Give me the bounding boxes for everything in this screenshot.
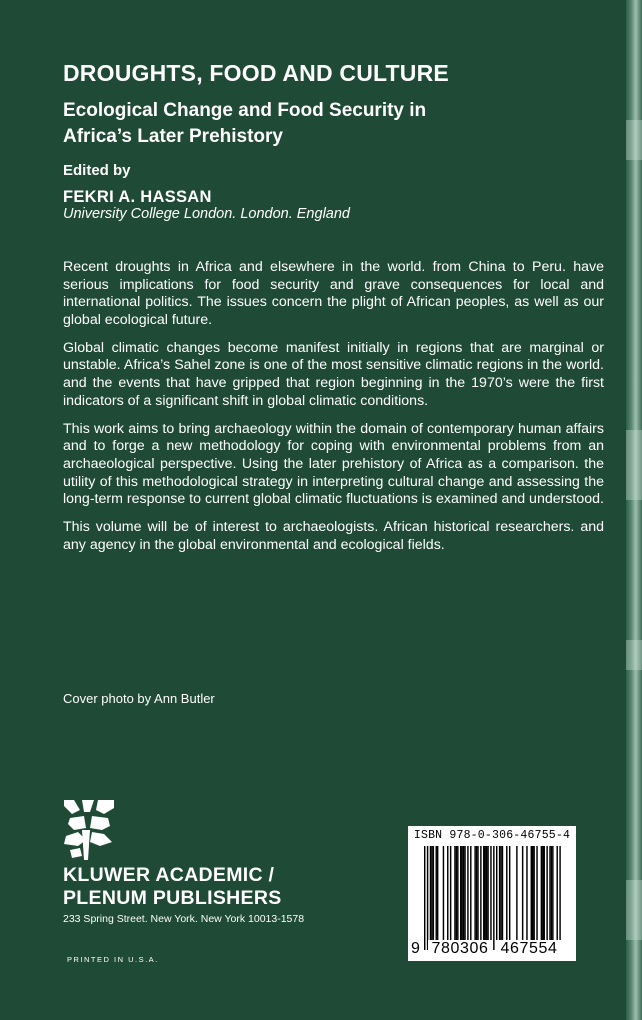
edited-by-label: Edited by [63, 162, 131, 179]
cover-photo-edge [626, 0, 642, 1020]
barcode-bar [542, 846, 543, 940]
publisher-address: 233 Spring Street. New York. New York 10013-1578 [63, 913, 305, 925]
description-paragraph: Global climatic changes become manifest initially in regions that are marginal or unstable. Africa’s Sahel zone is one of the most sensitive climatic regions in the world. and the events that have gripped that region beginning in the 1970’s were the first indicators of a significant shift in global climatic conditions. [63, 339, 604, 409]
publisher-name [63, 864, 282, 910]
description-paragraph: This volume will be of interest to archaeologists. African historical researchers. and any agency in the global environmental and ecological fields. [63, 519, 604, 553]
barcode-bar [460, 846, 461, 940]
barcode-bar [533, 846, 534, 940]
barcode-bar [470, 846, 471, 940]
barcode-bar [461, 846, 462, 940]
barcode-bar [549, 846, 550, 940]
barcode-bar [552, 846, 553, 940]
barcode-bar [463, 846, 464, 940]
ean-first-digit: 9 [411, 940, 420, 957]
printed-in-label: PRINTED IN U.S.A. [67, 955, 159, 964]
barcode-bar [526, 846, 527, 940]
publisher-line-1: KLUWER ACADEMIC / [63, 864, 275, 886]
barcode-bar [457, 846, 458, 940]
book-title: DROUGHTS, FOOD AND CULTURE [63, 60, 449, 86]
barcode-bar [502, 846, 503, 940]
edge-highlight [626, 120, 642, 160]
isbn-label: ISBN 978-0-306-46755-4 [413, 829, 571, 842]
barcode-bar [546, 846, 547, 940]
subtitle-line-1: Ecological Change and Food Security in [63, 100, 427, 121]
barcode-bar [431, 846, 432, 940]
ean-right-digits: 467554 [496, 940, 562, 958]
subtitle-line-2: Africa’s Later Prehistory [63, 126, 283, 147]
barcode-bar [509, 846, 510, 940]
barcode-bar [454, 846, 455, 940]
barcode-bar [496, 846, 497, 940]
barcode-bar [464, 846, 465, 940]
barcode-guard-bar [493, 846, 494, 950]
book-description [63, 259, 604, 565]
barcode-bar [474, 846, 475, 940]
description-paragraph: This work aims to bring archaeology within the domain of contemporary human affairs and to forge a new methodology for coping with environmental problems from an archaeological perspective. Using the later prehistory of Africa as a comparison. the utility of this methodological strategy in interpreting cultural change and assessing the long-term response to current global climatic fluctuations is examined and understood. [63, 420, 604, 508]
barcode-guard-bar [424, 846, 425, 950]
barcode-bar [522, 846, 523, 940]
photo-credit: Cover photo by Ann Butler [63, 691, 215, 706]
barcode-bar [477, 846, 478, 940]
barcode-bar [430, 846, 431, 940]
barcode-bar [506, 846, 507, 940]
book-subtitle [63, 98, 533, 150]
publisher-line-2: PLENUM PUBLISHERS [63, 887, 282, 909]
editor-affiliation: University College London. London. England [63, 206, 350, 222]
barcode-bar [450, 846, 451, 940]
edge-highlight [626, 640, 642, 670]
barcode-guard-bar [490, 846, 491, 950]
barcode-bar [532, 846, 533, 940]
barcode-bar [436, 846, 437, 940]
barcode-bar [544, 846, 545, 940]
barcode-guard-bar [427, 846, 428, 950]
barcode-bar [467, 846, 468, 940]
editor-name: FEKRI A. HASSAN [63, 188, 212, 206]
barcode-bar [433, 846, 434, 940]
barcode-bar [551, 846, 552, 940]
barcode-bar [536, 846, 537, 940]
ean-left-digits: 780306 [428, 940, 492, 958]
barcode-bar [483, 846, 484, 940]
barcode-bar [531, 846, 532, 940]
ean-digits [408, 940, 576, 958]
barcode-bar [516, 846, 517, 940]
edge-highlight [626, 430, 642, 500]
edge-highlight [626, 880, 642, 940]
barcode-bar [541, 846, 542, 940]
isbn-barcode [408, 826, 576, 961]
barcode-bar [437, 846, 438, 940]
barcode-bar [484, 846, 485, 940]
barcode-bar [476, 846, 477, 940]
barcode-guard-bar [559, 846, 560, 950]
barcode-bar [487, 846, 488, 940]
barcode-bar [443, 846, 444, 940]
barcode-guard-bar [556, 846, 557, 950]
barcode-bar [480, 846, 481, 940]
publisher-logo-icon [64, 800, 114, 860]
barcode-bar [456, 846, 457, 940]
barcode-bar [447, 846, 448, 940]
barcode-bar [486, 846, 487, 940]
barcode-bar [499, 846, 500, 940]
barcode-bar [500, 846, 501, 940]
description-paragraph: Recent droughts in Africa and elsewhere in the world. from China to Peru. have serious implications for food security and grave consequences for local and international politics. The issues concern the plight of African peoples, as well as our global ecological future. [63, 259, 604, 328]
